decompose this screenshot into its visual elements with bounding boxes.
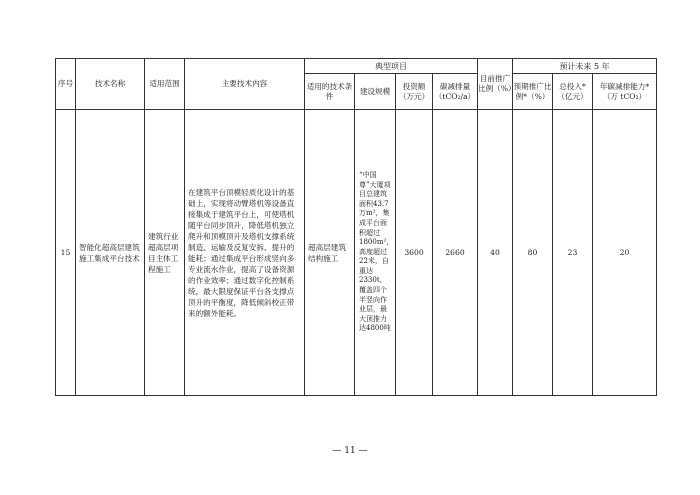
header-tech-name: 技术名称 [76, 59, 145, 110]
header-scale: 建设规模 [355, 74, 396, 110]
cell-current-ratio: 40 [478, 110, 513, 396]
header-typical-project: 典型项目 [305, 59, 478, 74]
page-number: — 11 — [332, 446, 368, 456]
header-conditions: 适用的技术条件 [305, 74, 355, 110]
technology-table [55, 58, 657, 396]
cell-investment: 3600 [396, 110, 433, 396]
header-annual-reduction: 年碳减排能力*（万 tCO₂） [593, 74, 657, 110]
cell-expected-ratio: 80 [513, 110, 553, 396]
cell-total-investment: 23 [553, 110, 593, 396]
header-investment: 投资额（万元） [396, 74, 433, 110]
header-seq: 序号 [56, 59, 76, 110]
header-content: 主要技术内容 [185, 59, 305, 110]
header-scope: 适用范围 [145, 59, 185, 110]
cell-content: 在建筑平台顶模轻质化设计的基础上，实现将动臂塔机等设备直接集成于建筑平台上，可使塔机随平台同步顶升，降低塔机独立爬升和顶模顶升及塔机支撑系统制造、运输及反复安拆、提升的能耗；通过集成平台形成竖向多专业流水作业，提高了设备资源的作业效率；通过数字化控制系统，最大限度保证平台各支撑点顶升的平衡度，降低倾斜校正带来的额外能耗。 [185, 110, 305, 396]
header-forecast: 预计未来 5 年 [513, 59, 657, 74]
table-row [56, 110, 657, 396]
cell-scope: 建筑行业超高层项目主体工程施工 [145, 110, 185, 396]
cell-seq: 15 [56, 110, 76, 396]
header-reduction: 碳减排量（tCO₂/a） [433, 74, 478, 110]
header-total-investment: 总投入*（亿元） [553, 74, 593, 110]
cell-reduction: 2660 [433, 110, 478, 396]
cell-scale: “中国尊”大厦项目总建筑面积43.7万m²，集成平台面积超过1800m²，高度超过22米，自重达2330t，覆盖四个半竖向作业层，最大顶推力达4800吨 [355, 110, 396, 396]
header-current-ratio: 目前推广比例（%） [478, 59, 513, 110]
cell-annual-reduction: 20 [593, 110, 657, 396]
cell-tech-name: 智能化超高层建筑施工集成平台技术 [76, 110, 145, 396]
header-expected-ratio: 预期推广比例*（%） [513, 74, 553, 110]
cell-conditions: 超高层建筑结构施工 [305, 110, 355, 396]
